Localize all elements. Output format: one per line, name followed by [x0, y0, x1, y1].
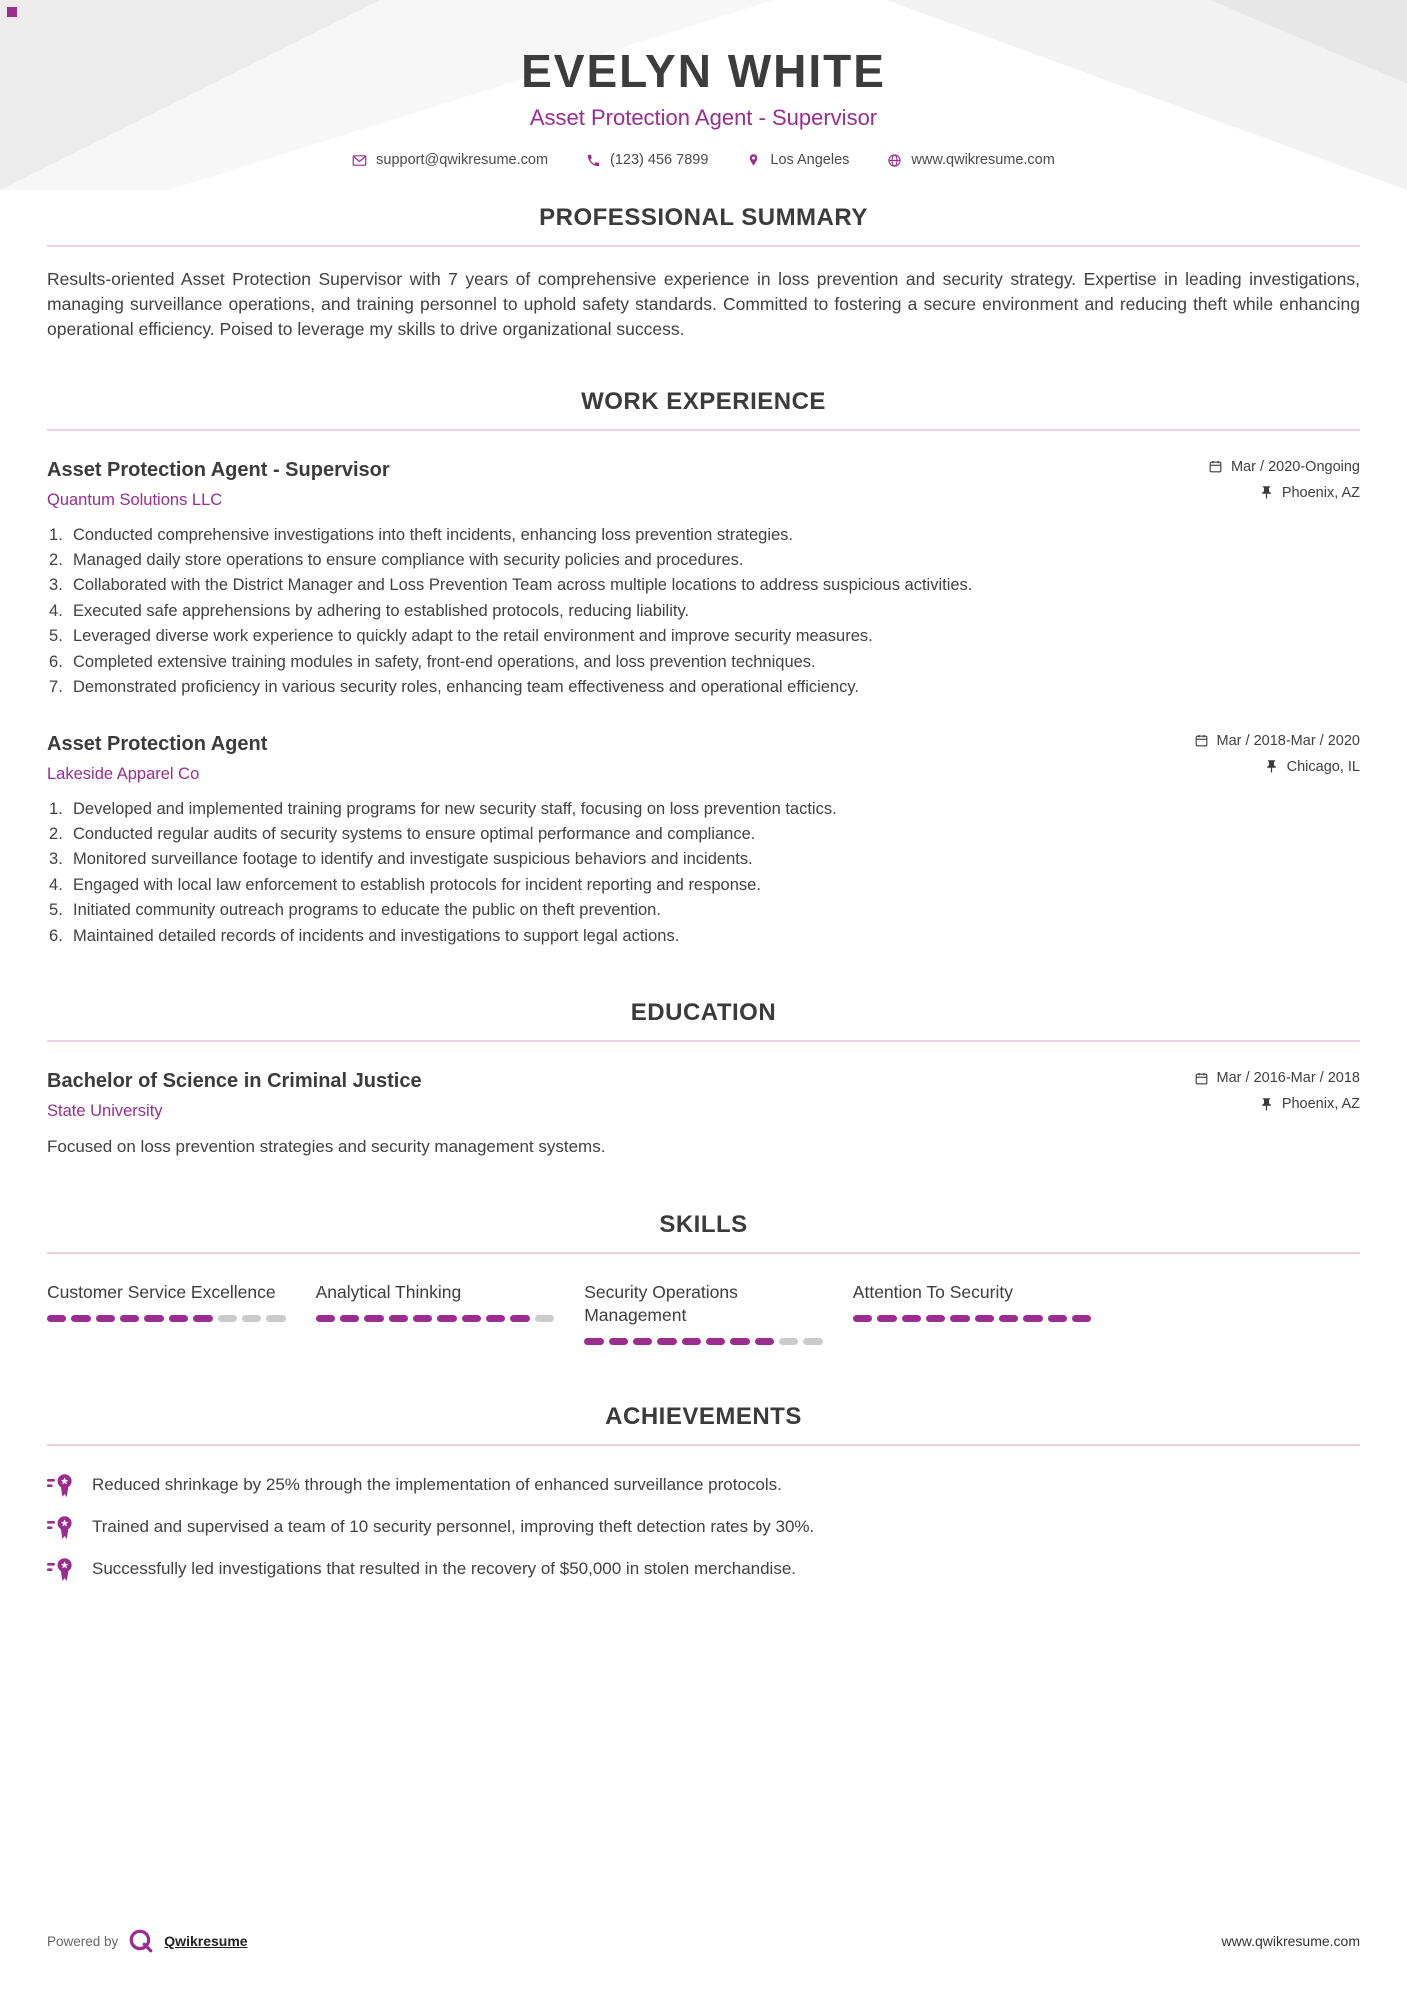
pushpin-icon	[1264, 759, 1279, 774]
skill-segment-filled	[975, 1315, 994, 1322]
skill-segment-empty	[218, 1315, 237, 1322]
calendar-icon	[1208, 459, 1223, 474]
skill-segment-filled	[437, 1315, 456, 1322]
skill-level-bar	[584, 1338, 823, 1345]
job-bullet: Completed extensive training modules in safety, front-end operations, and loss prevention techniques.	[73, 652, 816, 671]
skill-segment-filled	[462, 1315, 481, 1322]
job-bullet: Collaborated with the District Manager and Loss Prevention Team across multiple locations to address suspicious activities.	[73, 576, 973, 595]
skill-segment-filled	[584, 1338, 603, 1345]
skill-level-bar	[316, 1315, 555, 1322]
education-entry	[47, 1070, 1360, 1157]
contact-location[interactable]	[746, 152, 849, 168]
skill-segment-filled	[193, 1315, 212, 1322]
achievements-list	[47, 1472, 1360, 1583]
resume-header	[0, 0, 1407, 190]
pushpin-icon	[1259, 485, 1274, 500]
job-bullet: Initiated community outreach programs to educate the public on theft prevention.	[73, 901, 661, 920]
skills-grid	[47, 1281, 1360, 1345]
job-header	[47, 733, 1360, 784]
job-title: Asset Protection Agent	[47, 732, 268, 755]
section-divider	[47, 1444, 1360, 1446]
skill-segment-filled	[413, 1315, 432, 1322]
achievements-section	[47, 1403, 1360, 1583]
contact-website-text: www.qwikresume.com	[911, 152, 1055, 168]
skill-segment-empty	[266, 1315, 285, 1322]
section-divider	[47, 429, 1360, 431]
job-meta-group	[1194, 733, 1360, 775]
skill-segment-filled	[389, 1315, 408, 1322]
skill-segment-empty	[803, 1338, 822, 1345]
location-pin-icon	[746, 153, 761, 168]
footer-website[interactable]: www.qwikresume.com	[1221, 1933, 1360, 1949]
education-location: Phoenix, AZ	[1281, 1096, 1360, 1113]
skill-segment-filled	[1023, 1315, 1042, 1322]
company-name: Quantum Solutions LLC	[47, 490, 223, 509]
skill-segment-filled	[1048, 1315, 1067, 1322]
experience-heading: WORK EXPERIENCE	[581, 387, 826, 415]
contact-website[interactable]	[887, 152, 1054, 168]
contact-email[interactable]	[352, 152, 548, 168]
section-divider	[47, 1040, 1360, 1042]
job-dates: Mar / 2018-Mar / 2020	[1216, 732, 1360, 749]
skill-segment-empty	[242, 1315, 261, 1322]
skill-segment-filled	[340, 1315, 359, 1322]
job-bullet: Developed and implemented training programs for new security staff, focusing on loss prevention tactics.	[73, 799, 837, 818]
achievements-heading: ACHIEVEMENTS	[605, 1402, 802, 1430]
job-dates: Mar / 2020-Ongoing	[1231, 458, 1360, 475]
calendar-icon	[1194, 1071, 1209, 1086]
qwikresume-logo-icon	[128, 1928, 154, 1954]
skill-segment-empty	[535, 1315, 554, 1322]
achievement-item	[47, 1556, 1360, 1583]
skill-segment-filled	[999, 1315, 1018, 1322]
skills-heading: SKILLS	[659, 1211, 748, 1239]
skill-level-bar	[47, 1315, 286, 1322]
job-bullet: Conducted comprehensive investigations into theft incidents, enhancing loss prevention strategies.	[73, 525, 794, 544]
skill-segment-filled	[71, 1315, 90, 1322]
achievement-text: Reduced shrinkage by 25% through the implementation of enhanced surveillance protocols.	[92, 1475, 782, 1495]
job-title: Asset Protection Agent - Supervisor	[47, 458, 390, 481]
school-name: State University	[47, 1102, 163, 1121]
job-bullet: Managed daily store operations to ensure compliance with security policies and procedures.	[73, 550, 744, 569]
footer-brand-group	[47, 1928, 248, 1954]
skill-segment-filled	[1072, 1315, 1091, 1322]
contact-email-text: support@qwikresume.com	[376, 152, 549, 168]
education-list	[47, 1070, 1360, 1157]
job-bullet: Conducted regular audits of security systems to ensure optimal performance and compliance.	[73, 825, 756, 844]
job-header	[47, 459, 1360, 510]
education-dates-row	[1194, 1070, 1360, 1086]
page-footer	[47, 1928, 1360, 1954]
job-dates-row	[1208, 459, 1360, 475]
job-bullet: Maintained detailed records of incidents and investigations to support legal actions.	[73, 926, 680, 945]
skill-name: Attention To Security	[852, 1282, 1013, 1303]
job-bullet: Leveraged diverse work experience to quickly adapt to the retail environment and improve security measures.	[73, 627, 873, 646]
award-icon	[47, 1514, 74, 1541]
skill-segment-filled	[609, 1338, 628, 1345]
job-title-group	[47, 733, 267, 784]
skill-segment-filled	[902, 1315, 921, 1322]
job-bullets	[47, 525, 1360, 699]
powered-by-label: Powered by	[47, 1933, 119, 1949]
skill-segment-empty	[779, 1338, 798, 1345]
job-location: Phoenix, AZ	[1281, 484, 1360, 501]
skill-segment-filled	[730, 1338, 749, 1345]
skill-segment-filled	[47, 1315, 66, 1322]
contact-phone[interactable]	[586, 152, 708, 168]
achievement-item	[47, 1472, 1360, 1499]
job-location: Chicago, IL	[1286, 758, 1360, 775]
job-title-group	[47, 459, 390, 510]
skill-segment-filled	[755, 1338, 774, 1345]
achievement-text: Successfully led investigations that resulted in the recovery of $50,000 in stolen merchandise.	[92, 1559, 797, 1579]
skill-segment-filled	[926, 1315, 945, 1322]
skill-item	[853, 1281, 1092, 1345]
email-icon	[352, 153, 367, 168]
skill-segment-filled	[633, 1338, 652, 1345]
skill-level-bar	[853, 1315, 1092, 1322]
corner-mark	[7, 7, 17, 17]
skill-segment-filled	[486, 1315, 505, 1322]
skill-segment-filled	[316, 1315, 335, 1322]
skill-segment-filled	[706, 1338, 725, 1345]
company-name: Lakeside Apparel Co	[47, 764, 200, 783]
summary-heading: PROFESSIONAL SUMMARY	[539, 204, 868, 231]
award-icon	[47, 1556, 74, 1583]
section-divider	[47, 245, 1360, 247]
job-entry	[47, 459, 1360, 699]
skill-name: Security Operations Management	[584, 1282, 738, 1325]
skill-segment-filled	[657, 1338, 676, 1345]
summary-section	[47, 204, 1360, 342]
job-meta-group	[1208, 459, 1360, 501]
education-description: Focused on loss prevention strategies and security management systems.	[47, 1137, 606, 1157]
job-bullets	[47, 799, 1360, 948]
skill-segment-filled	[877, 1315, 896, 1322]
job-location-row	[1264, 759, 1360, 775]
skill-item	[316, 1281, 555, 1345]
skill-segment-filled	[853, 1315, 872, 1322]
degree-title: Bachelor of Science in Criminal Justice	[47, 1070, 422, 1093]
skill-segment-filled	[510, 1315, 529, 1322]
contact-phone-text: (123) 456 7899	[610, 152, 709, 168]
job-entry	[47, 733, 1360, 948]
job-bullet: Monitored surveillance footage to identify and investigate suspicious behaviors and incidents.	[73, 850, 753, 869]
skill-segment-filled	[950, 1315, 969, 1322]
achievement-text: Trained and supervised a team of 10 security personnel, improving theft detection rates by 30%.	[92, 1517, 815, 1537]
job-dates-row	[1194, 733, 1360, 749]
skill-segment-filled	[120, 1315, 139, 1322]
section-divider	[47, 1252, 1360, 1254]
contact-location-text: Los Angeles	[770, 152, 850, 168]
skill-item	[47, 1281, 286, 1345]
skill-segment-filled	[364, 1315, 383, 1322]
skill-name: Analytical Thinking	[315, 1282, 462, 1303]
phone-icon	[586, 153, 601, 168]
globe-icon	[887, 153, 902, 168]
qwikresume-link[interactable]: Qwikresume	[164, 1933, 248, 1949]
experience-section	[47, 388, 1360, 948]
skill-name: Customer Service Excellence	[47, 1282, 276, 1303]
pushpin-icon	[1259, 1097, 1274, 1112]
job-bullet: Executed safe apprehensions by adhering to established protocols, reducing liability.	[73, 601, 690, 620]
education-dates: Mar / 2016-Mar / 2018	[1216, 1070, 1360, 1087]
education-meta-group	[1194, 1070, 1360, 1112]
skill-segment-filled	[682, 1338, 701, 1345]
education-location-row	[1259, 1096, 1360, 1112]
skill-segment-filled	[96, 1315, 115, 1322]
skill-segment-filled	[144, 1315, 163, 1322]
job-bullet: Engaged with local law enforcement to establish protocols for incident reporting and response.	[73, 875, 761, 894]
candidate-name: EVELYN WHITE	[521, 45, 886, 97]
education-header	[47, 1070, 1360, 1121]
education-section	[47, 999, 1360, 1157]
jobs-list	[47, 459, 1360, 948]
skill-segment-filled	[169, 1315, 188, 1322]
education-heading: EDUCATION	[630, 999, 777, 1027]
job-location-row	[1259, 485, 1360, 501]
award-icon	[47, 1472, 74, 1499]
skill-item	[584, 1281, 823, 1345]
candidate-title: Asset Protection Agent - Supervisor	[529, 105, 878, 130]
job-bullet: Demonstrated proficiency in various security roles, enhancing team effectiveness and operational efficiency.	[73, 678, 860, 697]
education-title-group	[47, 1070, 422, 1121]
contact-row	[0, 152, 1407, 168]
skills-section	[47, 1211, 1360, 1345]
summary-text: Results-oriented Asset Protection Supervisor with 7 years of comprehensive experience in loss prevention and security strategy. Expertise in leading investigations, managing surveillance operations, and training personnel to uphold safety standards. Committed to fostering a secure environment and reducing theft while enhancing operational efficiency. Poised to leverage my skills to drive organizational success.	[47, 269, 1360, 339]
achievement-item	[47, 1514, 1360, 1541]
calendar-icon	[1194, 733, 1209, 748]
